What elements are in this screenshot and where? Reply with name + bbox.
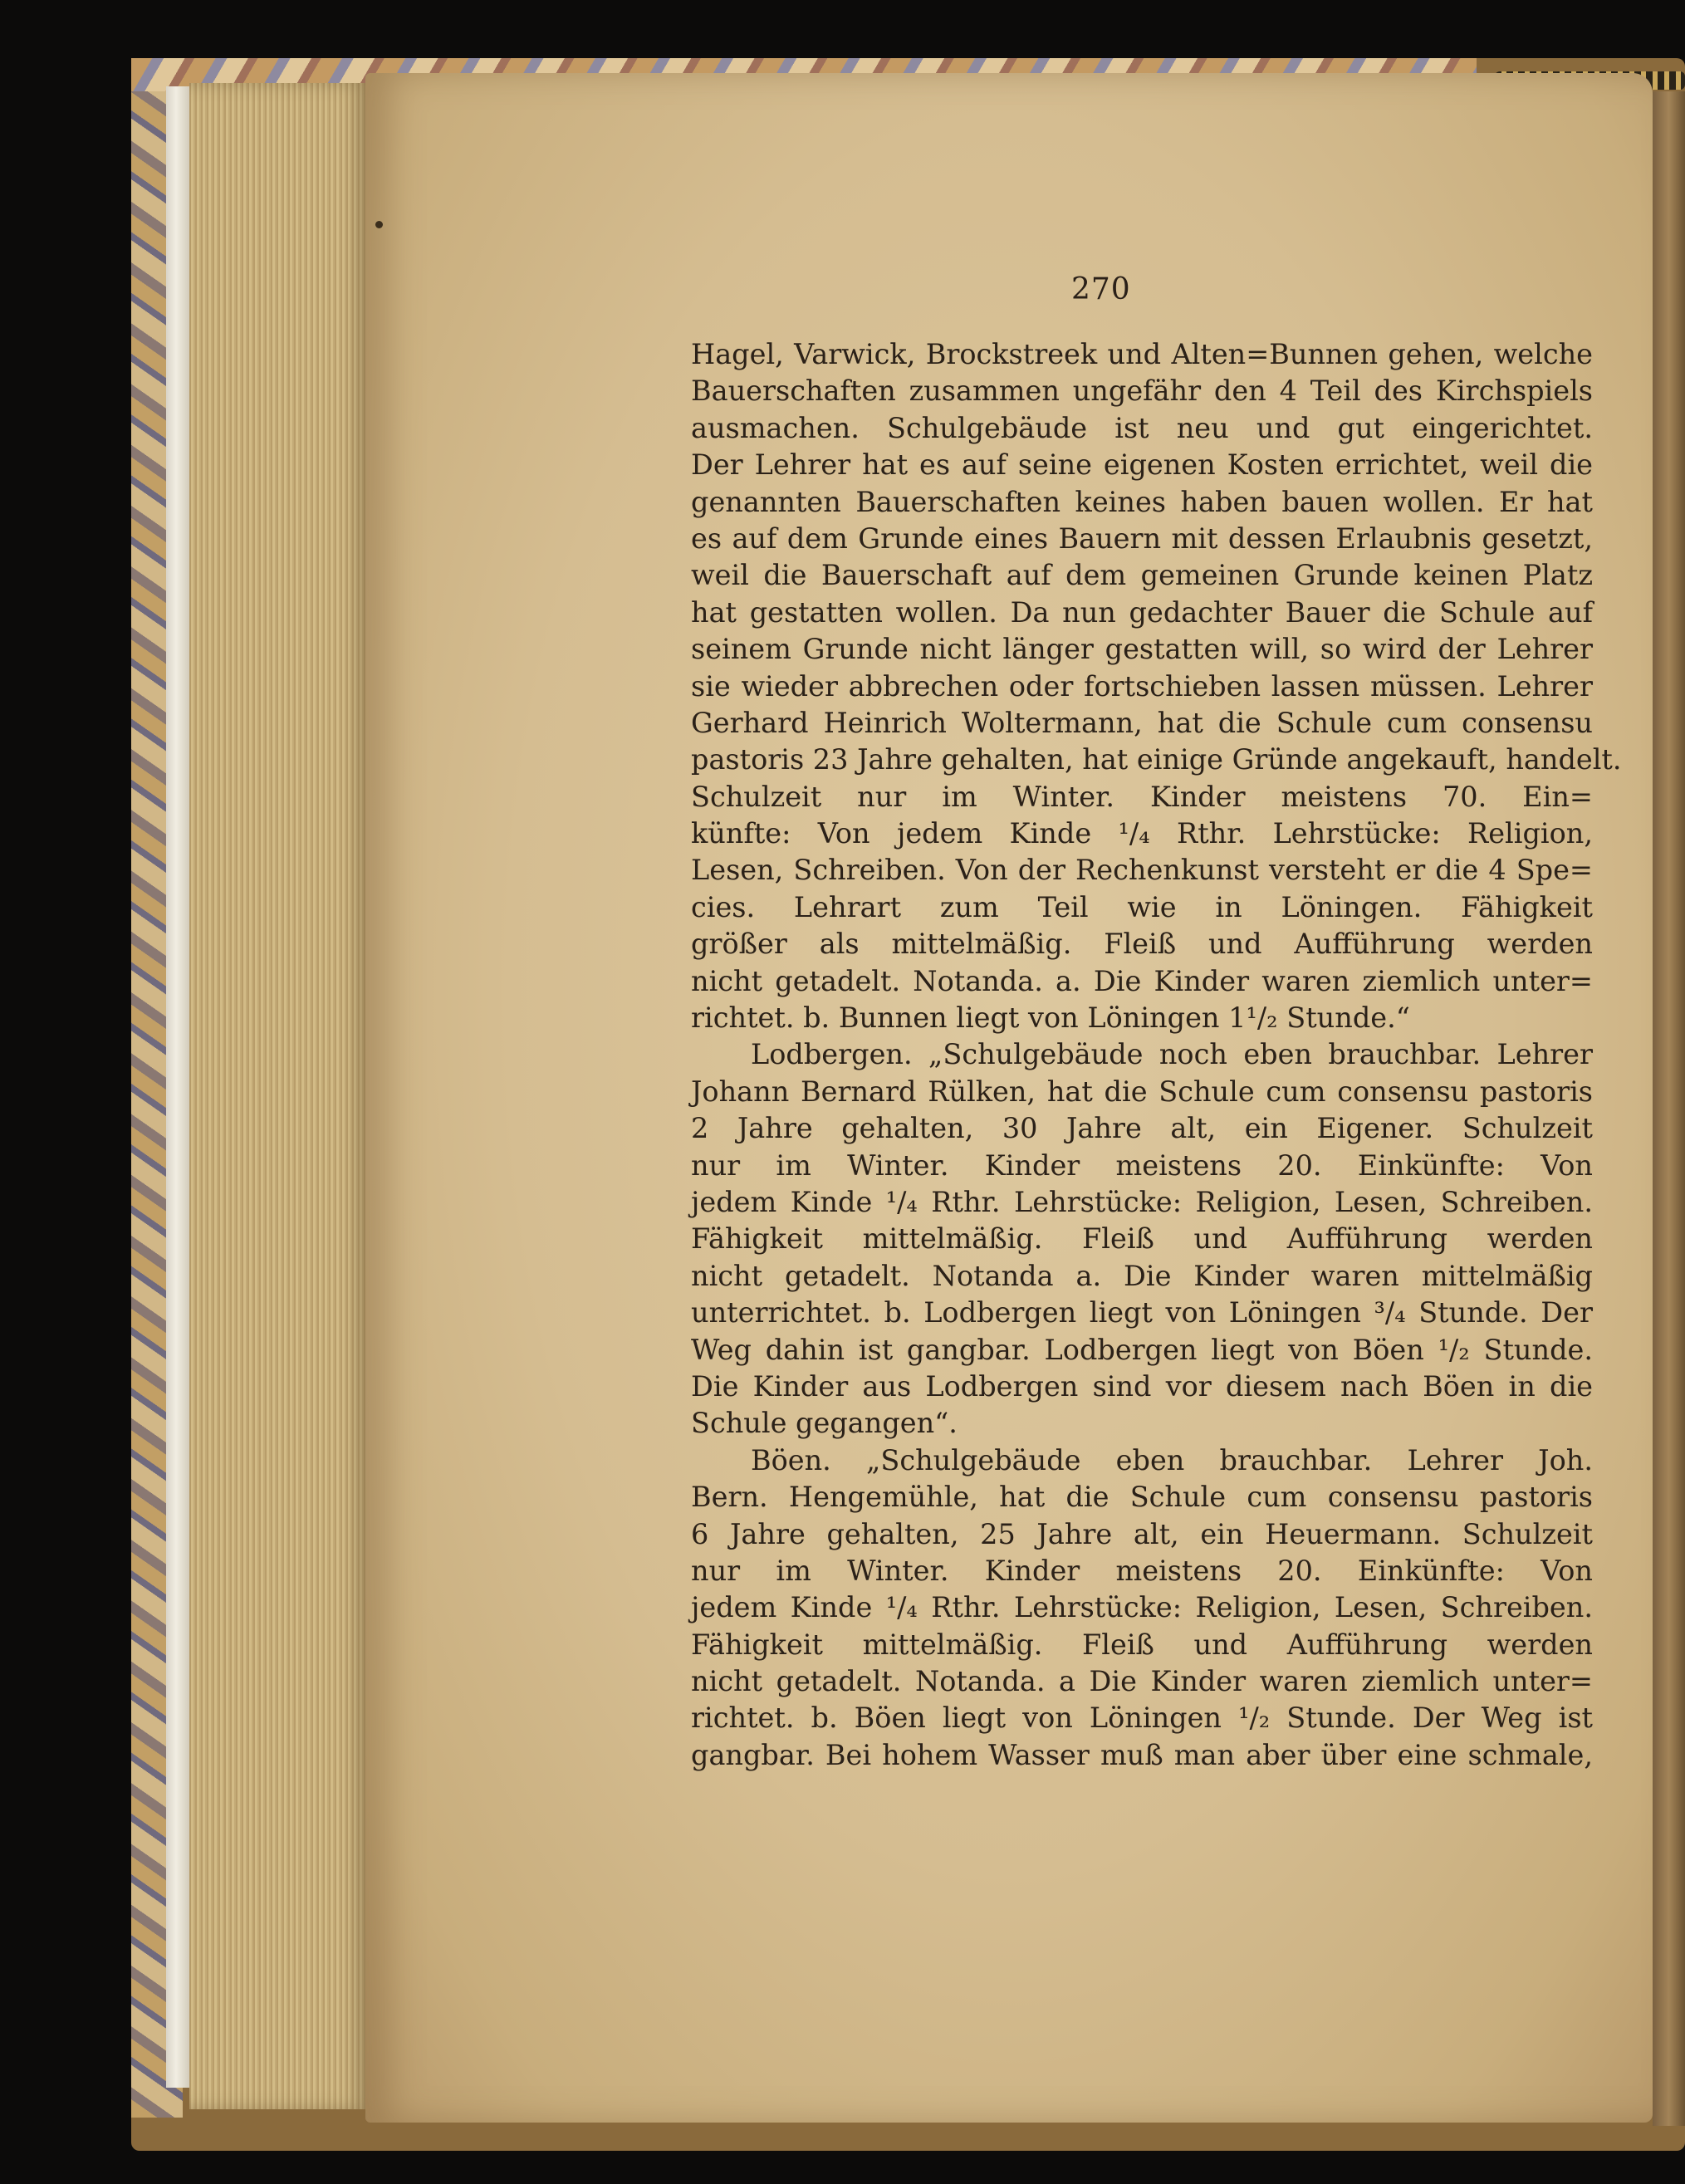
text-line: richtet. b. Bunnen liegt von Löningen 1¹/₂ Stunde.“: [691, 1001, 1410, 1035]
text-line: nicht getadelt. Notanda. a Die Kinder waren ziemlich unter=: [691, 1665, 1593, 1698]
text-line: es auf dem Grunde eines Bauern mit dessen Erlaubnis gesetzt,: [691, 522, 1593, 555]
text-line: Lodbergen. „Schulgebäude noch eben brauchbar. Lehrer: [751, 1038, 1593, 1071]
page-text: [691, 336, 1622, 1774]
text-line: Böen. „Schulgebäude eben brauchbar. Lehrer Joh.: [751, 1443, 1593, 1476]
text-line: pastoris 23 Jahre gehalten, hat einige Gründe angekauft, handelt.: [691, 743, 1622, 776]
text-line: nicht getadelt. Notanda. a. Die Kinder waren ziemlich unter=: [691, 964, 1593, 997]
text-line: 2 Jahre gehalten, 30 Jahre alt, ein Eigener. Schulzeit: [691, 1112, 1593, 1145]
text-line: Der Lehrer hat es auf seine eigenen Kosten errichtet, weil die: [691, 448, 1593, 482]
text-line: weil die Bauerschaft auf dem gemeinen Grunde keinen Platz: [691, 559, 1593, 592]
text-line: seinem Grunde nicht länger gestatten will, so wird der Lehrer: [691, 633, 1593, 666]
text-line: Schulzeit nur im Winter. Kinder meistens 70. Ein=: [691, 780, 1593, 813]
text-line: nur im Winter. Kinder meistens 20. Einkünfte: Von: [691, 1554, 1593, 1587]
page-blemish: [375, 221, 383, 228]
page-number: 270: [1071, 272, 1131, 306]
text-line: cies. Lehrart zum Teil wie in Löningen. Fähigkeit: [691, 890, 1593, 923]
text-line: nicht getadelt. Notanda a. Die Kinder waren mittelmäßig: [691, 1259, 1593, 1292]
text-line: genannten Bauerschaften keines haben bauen wollen. Er hat: [691, 485, 1593, 518]
text-line: 6 Jahre gehalten, 25 Jahre alt, ein Heuermann. Schulzeit: [691, 1517, 1593, 1550]
text-line: Die Kinder aus Lodbergen sind vor diesem nach Böen in die: [691, 1369, 1593, 1403]
text-line: sie wieder abbrechen oder fortschieben lassen müssen. Lehrer: [691, 669, 1593, 703]
text-line: unterrichtet. b. Lodbergen liegt von Löningen ³/₄ Stunde. Der: [691, 1296, 1593, 1329]
text-line: jedem Kinde ¹/₄ Rthr. Lehrstücke: Religion, Lesen, Schreiben.: [691, 1185, 1593, 1218]
text-line: nur im Winter. Kinder meistens 20. Einkünfte: Von: [691, 1148, 1593, 1182]
text-line: hat gestatten wollen. Da nun gedachter Bauer die Schule auf: [691, 595, 1593, 629]
text-line: Bern. Hengemühle, hat die Schule cum consensu pastoris: [691, 1481, 1593, 1514]
text-line: Gerhard Heinrich Woltermann, hat die Schule cum consensu: [691, 706, 1593, 739]
text-line: richtet. b. Böen liegt von Löningen ¹/₂ Stunde. Der Weg ist: [691, 1702, 1593, 1735]
text-line: Bauerschaften zusammen ungefähr den 4 Teil des Kirchspiels: [691, 375, 1593, 408]
text-line: Fähigkeit mittelmäßig. Fleiß und Aufführung werden: [691, 1222, 1593, 1256]
text-line: Johann Bernard Rülken, hat die Schule cum consensu pastoris: [691, 1075, 1593, 1108]
text-line: jedem Kinde ¹/₄ Rthr. Lehrstücke: Religion, Lesen, Schreiben.: [691, 1591, 1593, 1624]
facing-page-strip: [1653, 91, 1685, 2126]
text-line: Weg dahin ist gangbar. Lodbergen liegt von Böen ¹/₂ Stunde.: [691, 1333, 1593, 1366]
text-line: ausmachen. Schulgebäude ist neu und gut eingerichtet.: [691, 411, 1593, 444]
text-line: Fähigkeit mittelmäßig. Fleiß und Aufführung werden: [691, 1628, 1593, 1661]
text-line: Lesen, Schreiben. Von der Rechenkunst versteht er die 4 Spe=: [691, 854, 1593, 887]
page-stack-edges: [189, 83, 372, 2109]
text-line: künfte: Von jedem Kinde ¹/₄ Rthr. Lehrstücke: Religion,: [691, 817, 1593, 850]
text-line: Hagel, Varwick, Brockstreek und Alten=Bunnen gehen, welche: [691, 338, 1593, 370]
text-line: größer als mittelmäßig. Fleiß und Aufführung werden: [691, 928, 1593, 961]
text-line: Schule gegangen“.: [691, 1407, 958, 1440]
text-line: gangbar. Bei hohem Wasser muß man aber über eine schmale,: [691, 1738, 1593, 1771]
page-block-edge: [166, 86, 191, 2088]
